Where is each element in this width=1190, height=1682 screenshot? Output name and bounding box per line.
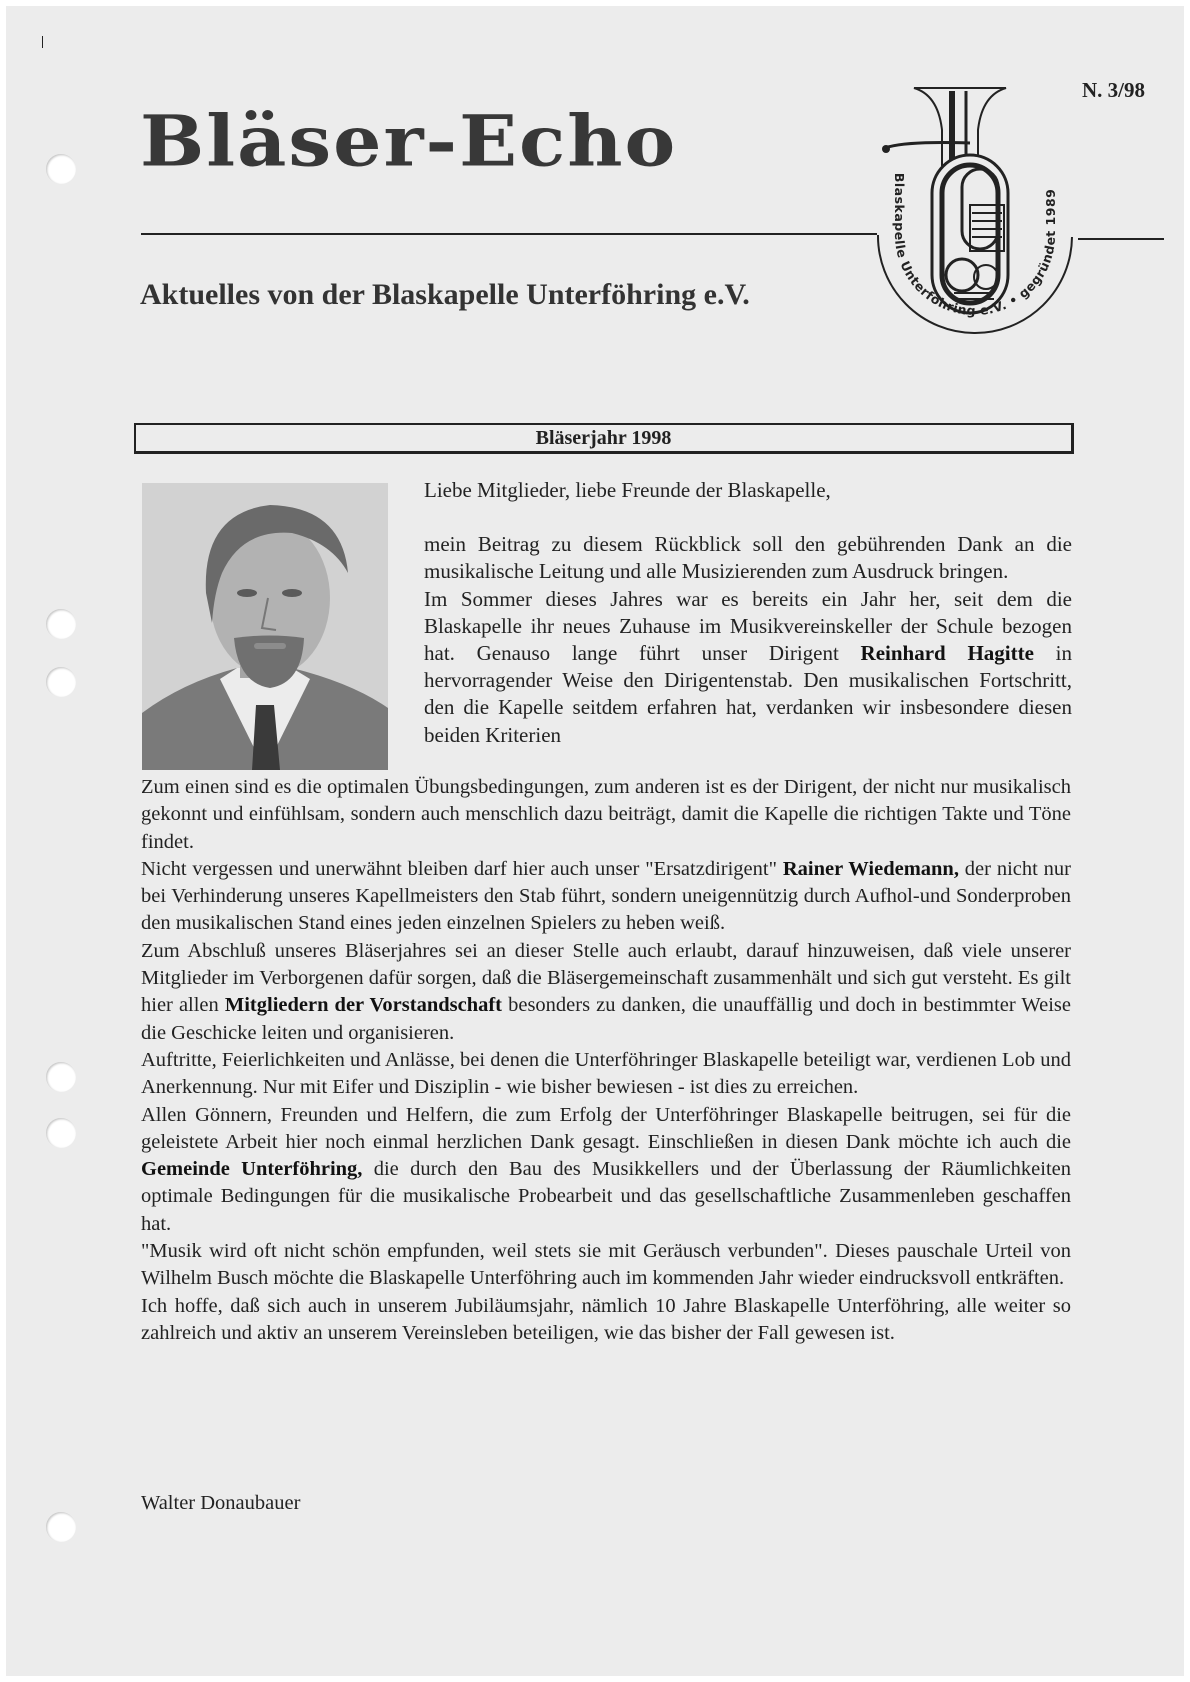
bold-name: Reinhard Hagitte (860, 641, 1034, 666)
paragraph: mein Beitrag zu diesem Rückblick soll den gebührenden Dank an die musikalische Leitung und alle Musizierenden zum Ausdruck bringen. (424, 532, 1072, 584)
binder-hole-icon (46, 1062, 76, 1092)
header-rule (141, 233, 877, 235)
paragraph: Allen Gönnern, Freunden und Helfern, die zum Erfolg der Unterföhringer Blaskapelle beitrugen, sei für die geleistete Arbeit hier noch einmal herzlichen Dank gesagt. Einschließen in diesen Dank möchte ich auch die Gemeinde Unterföhring, die durch den Bau des Musikkellers und der Überlassung der Räumlichkeiten optimale Bedingungen für die musikalische Probearbeit und das gesellschaftliche Zusammenleben geschaffen hat. (141, 1103, 1071, 1235)
bold-name: Rainer Wiedemann, (782, 857, 959, 880)
paragraph: Zum einen sind es die optimalen Übungsbedingungen, zum anderen ist es der Dirigent, der nicht nur musikalisch gekonnt und einfühlsam, sondern auch menschlich dazu beiträgt, damit die Kapelle die richtigen Takte und Töne findet. (141, 776, 1071, 853)
scan-mark (42, 36, 43, 48)
header-rule (1078, 238, 1164, 240)
masthead-title: Bläser-Echo (140, 100, 678, 182)
portrait-photo (142, 483, 388, 770)
tuba-emblem-icon (870, 85, 1080, 345)
binder-hole-icon (46, 667, 76, 697)
binder-hole-icon (46, 1118, 76, 1148)
bold-phrase: Gemeinde Unterföhring, (141, 1158, 363, 1181)
binder-hole-icon (46, 609, 76, 639)
binder-hole-icon (46, 1512, 76, 1542)
signature: Walter Donaubauer (141, 1492, 301, 1514)
paragraph: Im Sommer dieses Jahres war es bereits ein Jahr her, seit dem die Blaskapelle ihr neues Zuhause im Musikvereinskeller der Schule bezogen hat. Genauso lange führt unser Dirigent Reinhard Hagitte in hervorragender Weise den Dirigentenstab. Den musikalischen Fortschritt, den die Kapelle seitdem erfahren hat, verdanken wir insbesondere diesen beiden Kriterien (424, 586, 1073, 747)
paragraph: Ich hoffe, daß sich auch in unserem Jubiläumsjahr, nämlich 10 Jahre Blaskapelle Unterföhring, alle weiter so zahlreich und aktiv an unserem Vereinsleben beteiligen, wie das bisher der Fall gewesen ist. (141, 1294, 1071, 1344)
bold-phrase: Mitgliedern der Vorstandschaft (224, 994, 503, 1017)
paragraph: "Musik wird oft nicht schön empfunden, weil stets sie mit Geräusch verbunden". Dieses pauschale Urteil von Wilhelm Busch möchte die Blaskapelle Unterföhring auch im kommenden Jahr wieder eindrucksvoll entkräften. (141, 1240, 1071, 1290)
body-text (141, 774, 1071, 1347)
salutation: Liebe Mitglieder, liebe Freunde der Blaskapelle, (424, 478, 831, 502)
paragraph: Zum Abschluß unseres Bläserjahres sei an dieser Stelle auch erlaubt, darauf hinzuweisen, daß viele unserer Mitglieder im Verborgenen dafür sorgen, daß die Bläsergemeinschaft zusammenhält und sich gut versteht. Es gilt hier allen Mitgliedern der Vorstandschaft besonders zu danken, die unauffällig und doch in bestimmter Weise die Geschicke leiten und organisieren. (141, 939, 1072, 1044)
svg-text:Blaskapelle Unterföhring e.V.: Blaskapelle Unterföhring e.V. • gegründet 1989 (891, 172, 1059, 319)
binder-hole-icon (46, 154, 76, 184)
masthead-subtitle: Aktuelles von der Blaskapelle Unterföhring e.V. (140, 278, 750, 311)
paragraph: Auftritte, Feierlichkeiten und Anlässe, bei denen die Unterföhringer Blaskapelle beteiligt war, verdienen Lob und Anerkennung. Nur mit Eifer und Disziplin - wie bisher bewiesen - ist dies zu erreichen. (141, 1048, 1071, 1099)
section-title: Bläserjahr 1998 (134, 423, 1074, 454)
paragraph: Nicht vergessen und unerwähnt bleiben darf hier auch unser "Ersatzdirigent" Rainer Wiedemann, der nicht nur bei Verhinderung unseres Kapellmeisters den Stab führt, sondern uneigennützig durch Aufhol-und Sonderproben den musikalischen Stand eines jeden einzelnen Spielers zu heben weiß. (141, 857, 1071, 935)
intro-text (424, 477, 1072, 749)
issue-number: N. 3/98 (1082, 78, 1145, 102)
